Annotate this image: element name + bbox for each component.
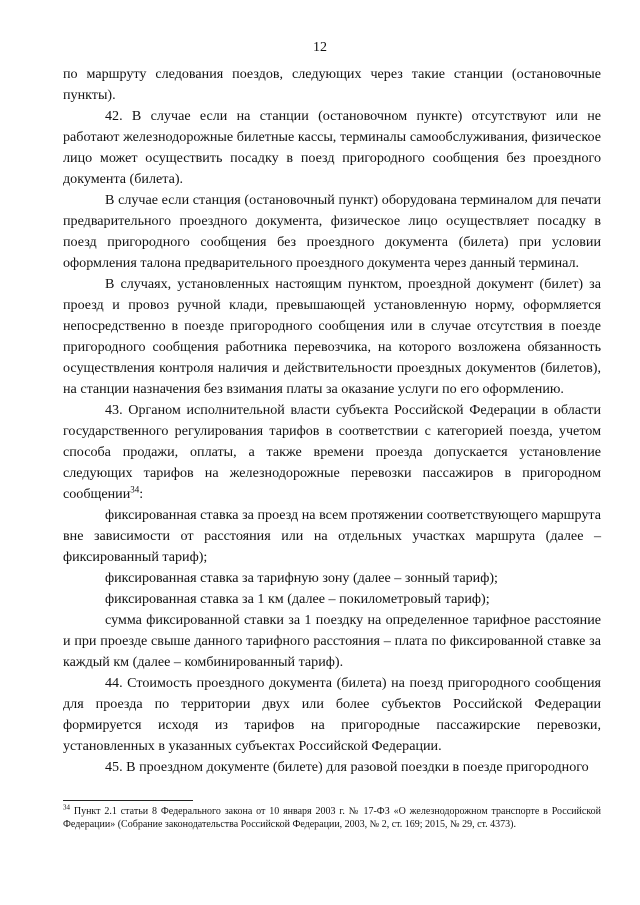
paragraph-43-tail: : <box>139 486 144 502</box>
paragraph-cases: В случаях, установленных настоящим пунктом, проездной документ (билет) за проезд и провоз ручной клади, превышающей установленную норму, оформляется непосредственно в поезде пригородного сообщения или в случае отсутствия в поезде пригородного сообщения работника перевозчика, на которого возложена обязанность осуществления контроля наличия и действительности проездных документов (билетов), на станции назначения без взимания платы за оказание услуги по его оформлению. <box>63 276 601 397</box>
tariff-fixed: фиксированная ставка за проезд на всем протяжении соответствующего маршрута вне зависимости от расстояния или на отдельных участках маршрута (далее – фиксированный тариф); <box>63 507 601 565</box>
tariff-per-km: фиксированная ставка за 1 км (далее – покилометровый тариф); <box>105 591 490 607</box>
footnote-text: Пункт 2.1 статьи 8 Федерального закона от 10 января 2003 г. № 17-ФЗ «О железнодорожном транспорте в Российской Федерации» (Собрание законодательства Российской Федерации, 2003, № 2, ст. 169; 2015, № 29, ст. 4373). <box>63 806 601 830</box>
tariff-combined: сумма фиксированной ставки за 1 поездку на определенное тарифное расстояние и при проезде свыше данного тарифного расстояния – плата по фиксированной ставке за каждый км (далее – комбинированный тариф). <box>63 612 601 670</box>
paragraph-44: 44. Стоимость проездного документа (билета) на поезд пригородного сообщения для проезда по территории двух или более субъектов Российской Федерации формируется исходя из тарифов на пригородные пассажирские перевозки, установленных в указанных субъектах Российской Федерации. <box>63 675 601 754</box>
footnote-number: 34 <box>63 803 70 812</box>
paragraph-45: 45. В проездном документе (билете) для разовой поездки в поезде пригородного <box>105 759 589 775</box>
body-text <box>63 64 601 778</box>
paragraph-42: 42. В случае если на станции (остановочном пункте) отсутствуют или не работают железнодорожные билетные кассы, терминалы самообслуживания, физическое лицо может осуществить посадку в поезд пригородного сообщения без проездного документа (билета). <box>63 108 601 187</box>
tariff-zone: фиксированная ставка за тарифную зону (далее – зонный тариф); <box>105 570 498 586</box>
footnote <box>63 805 601 831</box>
page-number: 12 <box>313 40 327 55</box>
paragraph-terminal: В случае если станция (остановочный пункт) оборудована терминалом для печати предварительного проездного документа, физическое лицо осуществляет посадку в поезд пригородного сообщения без проездного документа (билета) при условии оформления талона предварительного проездного документа через данный терминал. <box>63 192 601 271</box>
footnote-reference[interactable]: 34 <box>130 484 140 495</box>
paragraph-43 <box>63 400 601 505</box>
paragraph-continuation: по маршруту следования поездов, следующих через такие станции (остановочные пункты). <box>63 66 601 103</box>
paragraph-43-text: 43. Органом исполнительной власти субъекта Российской Федерации в области государственного регулирования тарифов в соответствии с категорией поезда, учетом способа продажи, оплаты, а также времени проезда допускается установление следующих тарифов на железнодорожные перевозки пассажиров в пригородном сообщении <box>63 402 601 502</box>
footnote-divider <box>63 800 193 801</box>
